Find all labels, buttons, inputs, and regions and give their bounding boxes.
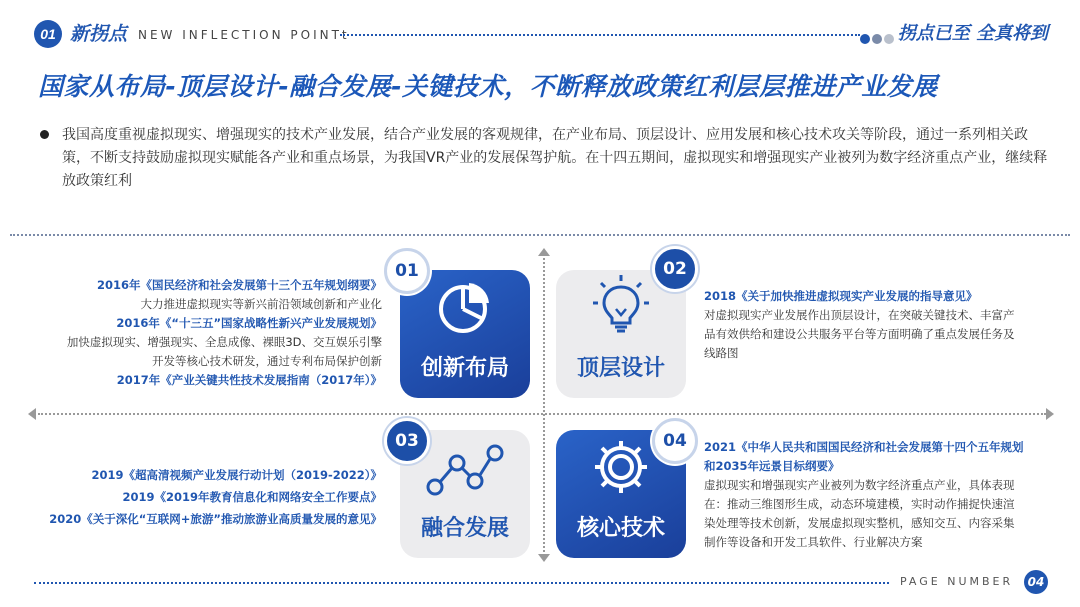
dot-icon xyxy=(860,34,870,44)
vertical-axis xyxy=(543,258,545,556)
policy-title: 2016年《“十三五”国家战略性新兴产业发展规划》 xyxy=(116,316,382,330)
bullet-icon xyxy=(40,130,49,139)
quadrant-number: 01 xyxy=(384,248,430,294)
pie-chart-icon xyxy=(435,277,495,337)
policy-desc: 制作等设备和开发工具软件、行业解决方案 xyxy=(704,535,923,549)
policy-desc: 加快虚拟现实、增强现实、全息成像、裸眼3D、交互娱乐引擎 xyxy=(66,335,382,349)
quadrant-label: 顶层设计 xyxy=(576,356,665,381)
section-badge: 01 xyxy=(34,20,62,48)
quadrant-4-policies xyxy=(704,438,1054,552)
section-divider xyxy=(10,234,1070,236)
page-number: 04 xyxy=(1024,570,1048,594)
section-subtitle: NEW INFLECTION POINTt xyxy=(138,28,350,42)
policy-title: 2020《关于深化“互联网+旅游”推动旅游业高质量发展的意见》 xyxy=(49,512,382,526)
policy-title: 2016年《国民经济和社会发展第十三个五年规划纲要》 xyxy=(96,278,382,292)
connected-nodes-icon xyxy=(425,441,505,497)
arrow-left-icon xyxy=(28,408,36,420)
arrow-up-icon xyxy=(538,248,550,256)
policy-title: 和2035年远景目标纲要》 xyxy=(704,459,840,473)
policy-desc: 开发等核心技术研发，通过专利布局保护创新 xyxy=(152,354,382,368)
quadrant-label: 融合发展 xyxy=(420,516,509,541)
dot-icon xyxy=(872,34,882,44)
policy-title: 2018《关于加快推进虚拟现实产业发展的指导意见》 xyxy=(704,289,978,303)
header-divider xyxy=(340,34,860,36)
dot-icon xyxy=(884,34,894,44)
header-dots xyxy=(860,28,896,47)
quadrant-label: 创新布局 xyxy=(420,356,509,381)
footer-divider xyxy=(34,582,889,584)
page-title: 国家从布局-顶层设计-融合发展-关键技术，不断释放政策红利层层推进产业发展 xyxy=(38,72,938,101)
policy-title: 2017年《产业关键共性技术发展指南（2017年）》 xyxy=(116,373,382,387)
gear-icon xyxy=(591,437,651,497)
policy-desc: 染处理等技术创新，发展虚拟现实整机，感知交互、内容采集 xyxy=(704,516,1015,530)
policy-title: 2019《超高清视频产业发展行动计划（2019-2022）》 xyxy=(91,468,382,482)
horizontal-axis xyxy=(38,413,1046,415)
policy-title: 2019《2019年教育信息化和网络安全工作要点》 xyxy=(122,490,382,504)
quadrant-number: 02 xyxy=(652,246,698,292)
policy-desc: 线路图 xyxy=(704,346,739,360)
intro-paragraph: 我国高度重视虚拟现实、增强现实的技术产业发展，结合产业发展的客观规律，在产业布局、顶层设计、应用发展和核心技术攻关等阶段，通过一系列相关政策，不断支持鼓励虚拟现实赋能各产业和重点场景，为我国VR产业的发展保驾护航。在十四五期间，虚拟现实和增强现实产业被列为数字经济重点产业，继续释放政策红利 xyxy=(62,127,1048,189)
section-title: 新拐点 xyxy=(70,23,128,45)
quadrant-label: 核心技术 xyxy=(576,516,665,541)
page-number-label: PAGE NUMBER xyxy=(900,575,1014,588)
quadrant-3-policies xyxy=(10,464,382,530)
policy-desc: 对虚拟现实产业发展作出顶层设计，在突破关键技术、丰富产 xyxy=(704,308,1015,322)
quadrant-number: 04 xyxy=(652,418,698,464)
quadrant-2-policies xyxy=(704,287,1054,363)
policy-desc: 品有效供给和建设公共服务平台等方面明确了重点发展任务及 xyxy=(704,327,1015,341)
policy-desc: 虚拟现实和增强现实产业被列为数字经济重点产业，具体表现 xyxy=(704,478,1015,492)
policy-desc: 在：推动三维图形生成，动态环境建模，实时动作捕捉快速渲 xyxy=(704,497,1015,511)
quadrant-1-policies xyxy=(30,276,382,390)
quadrant-number: 03 xyxy=(384,418,430,464)
arrow-right-icon xyxy=(1046,408,1054,420)
lightbulb-icon xyxy=(589,273,653,337)
policy-desc: 大力推进虚拟现实等新兴前沿领域创新和产业化 xyxy=(140,297,382,311)
policy-title: 2021《中华人民共和国国民经济和社会发展第十四个五年规划 xyxy=(704,440,1024,454)
arrow-down-icon xyxy=(538,554,550,562)
header-slogan: 拐点已至 全真将到 xyxy=(897,23,1048,44)
